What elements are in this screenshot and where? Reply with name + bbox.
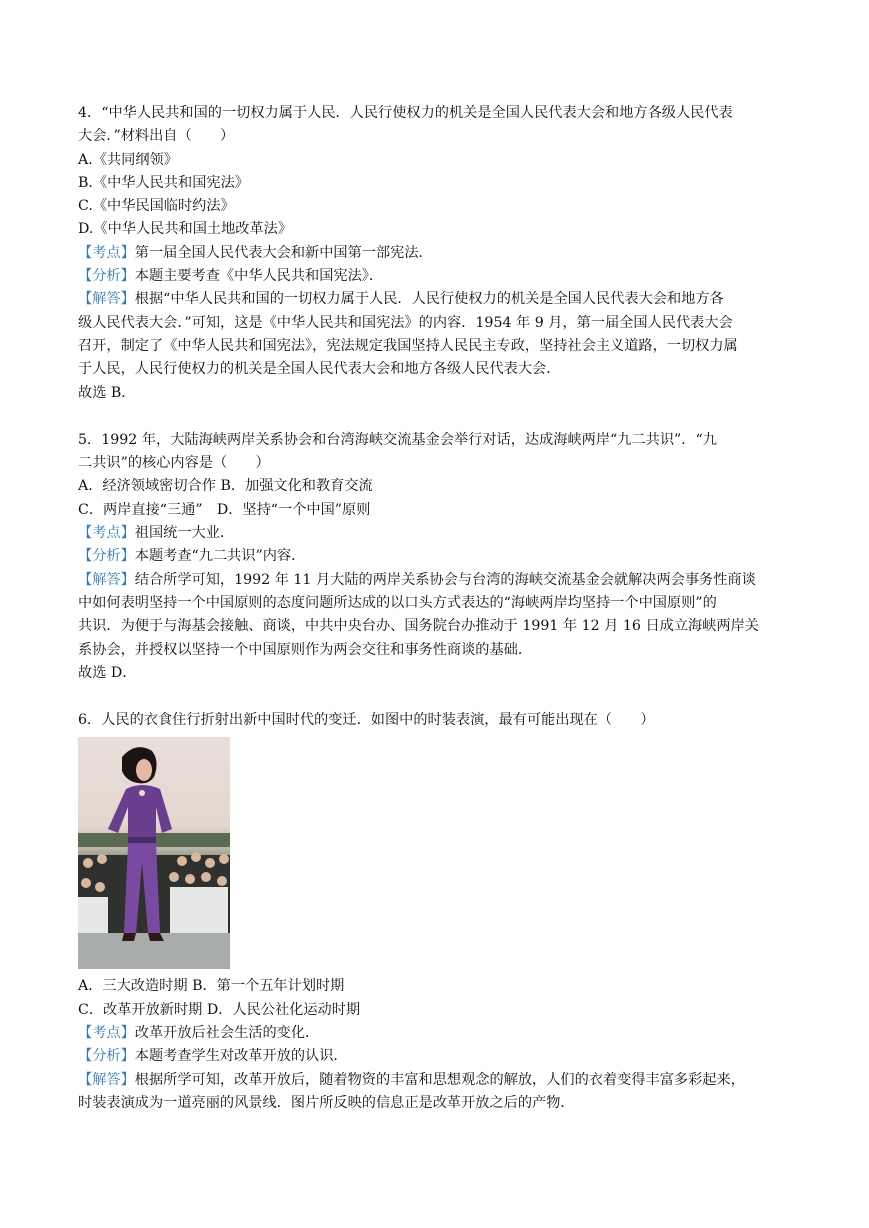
kaodian-line bbox=[78, 242, 798, 265]
answer-text: 故选 D． bbox=[78, 664, 137, 681]
spacer bbox=[78, 405, 798, 429]
jieda-text: 结合所学可知，1992 年 11 月大陆的两岸关系协会与台湾的海峡交流基金会就解决两会事务性商谈 bbox=[134, 571, 756, 588]
jieda-text: 共识．为便于与海基会接触、商谈，中共中央台办、国务院台办推动于 1991 年 12 月 16 日成立海峡两岸关 bbox=[78, 618, 759, 635]
fenxi-tag: 【分析】 bbox=[78, 268, 135, 285]
jieda-line bbox=[78, 288, 798, 311]
jieda-text: 时装表演成为一道亮丽的风景线．图片所反映的信息正是改革开放之后的产物． bbox=[78, 1094, 575, 1111]
question-stem: 4．“中华人民共和国的一切权力属于人民．人民行使权力的机关是全国人民代表大会和地方各级人民代表 bbox=[78, 105, 733, 121]
question-stem: 5．1992 年，大陆海峡两岸关系协会和台湾海峡交流基金会举行对话，达成海峡两岸“九二共识”．“九 bbox=[78, 431, 717, 448]
question-stem: 二共识”的核心内容是（ ） bbox=[78, 455, 270, 472]
kaodian-line bbox=[78, 522, 798, 545]
kaodian-tag: 【考点】 bbox=[78, 525, 135, 542]
fenxi-tag: 【分析】 bbox=[78, 548, 135, 565]
model-illustration bbox=[78, 737, 230, 969]
options-cd: C．两岸直接“三通” D．坚持“一个中国”原则 bbox=[78, 501, 371, 518]
option-a: A.《共同纲领》 bbox=[78, 151, 178, 168]
jieda-text: 于人民，人民行使权力的机关是全国人民代表大会和地方各级人民代表大会． bbox=[78, 361, 561, 378]
fashion-show-photo bbox=[78, 737, 230, 969]
fenxi-line bbox=[78, 545, 798, 568]
jieda-text: 召开，制定了《中华人民共和国宪法》，宪法规定我国坚持人民民主专政，坚持社会主义道路，一切权力属 bbox=[78, 337, 738, 354]
kaodian-text: 第一届全国人民代表大会和新中国第一部宪法． bbox=[134, 244, 433, 261]
jieda-tag: 【解答】 bbox=[78, 1071, 135, 1088]
jieda-text: 系协会，并授权以坚持一个中国原则作为两会交往和事务性商谈的基础． bbox=[78, 641, 533, 658]
question-5 bbox=[78, 429, 798, 685]
fenxi-text: 本题考查学生对改革开放的认识． bbox=[134, 1048, 348, 1065]
options-ab: A．经济领域密切合作 B．加强文化和教育交流 bbox=[78, 478, 373, 495]
spacer bbox=[78, 685, 798, 709]
option-c: C.《中华民国临时约法》 bbox=[78, 198, 235, 215]
kaodian-text: 祖国统一大业． bbox=[134, 525, 235, 542]
options-ab: A．三大改造时期 B．第一个五年计划时期 bbox=[78, 978, 345, 995]
fenxi-line bbox=[78, 265, 798, 288]
kaodian-tag: 【考点】 bbox=[78, 1025, 135, 1042]
fenxi-text: 本题考查“九二共识”内容． bbox=[134, 548, 306, 565]
fenxi-text: 本题主要考查《中华人民共和国宪法》． bbox=[134, 268, 384, 285]
option-d: D.《中华人民共和国土地改革法》 bbox=[78, 221, 293, 238]
jieda-tag: 【解答】 bbox=[78, 291, 135, 308]
kaodian-tag: 【考点】 bbox=[78, 244, 135, 261]
kaodian-line bbox=[78, 1022, 798, 1045]
question-4 bbox=[78, 102, 798, 405]
document-page bbox=[78, 102, 798, 1115]
option-b: B.《中华人民共和国宪法》 bbox=[78, 174, 249, 191]
jieda-text: 中如何表明坚持一个中国原则的态度问题所达成的以口头方式表达的“海峡两岸均坚持一个中国原则”的 bbox=[78, 594, 717, 611]
jieda-tag: 【解答】 bbox=[78, 571, 135, 588]
jieda-line bbox=[78, 1069, 798, 1092]
question-stem: 6．人民的衣食住行折射出新中国时代的变迁．如图中的时装表演，最有可能出现在（ ） bbox=[78, 712, 655, 729]
jieda-text: 根据“中华人民共和国的一切权力属于人民．人民行使权力的机关是全国人民代表大会和地方各 bbox=[134, 291, 724, 308]
fenxi-tag: 【分析】 bbox=[78, 1048, 135, 1065]
question-6 bbox=[78, 709, 798, 1115]
jieda-text: 根据所学可知，改革开放后，随着物资的丰富和思想观念的解放，人们的衣着变得丰富多彩起来， bbox=[134, 1071, 745, 1088]
kaodian-text: 改革开放后社会生活的变化． bbox=[134, 1025, 320, 1042]
options-cd: C．改革开放新时期 D．人民公社化运动时期 bbox=[78, 1001, 361, 1018]
jieda-text: 级人民代表大会．”可知，这是《中华人民共和国宪法》的内容．1954 年 9 月，第一届全国人民代表大会 bbox=[78, 314, 733, 331]
jieda-line bbox=[78, 569, 798, 592]
question-stem: 大会．”材料出自（ ） bbox=[78, 128, 235, 145]
fenxi-line bbox=[78, 1045, 798, 1068]
answer-text: 故选 B． bbox=[78, 384, 136, 401]
